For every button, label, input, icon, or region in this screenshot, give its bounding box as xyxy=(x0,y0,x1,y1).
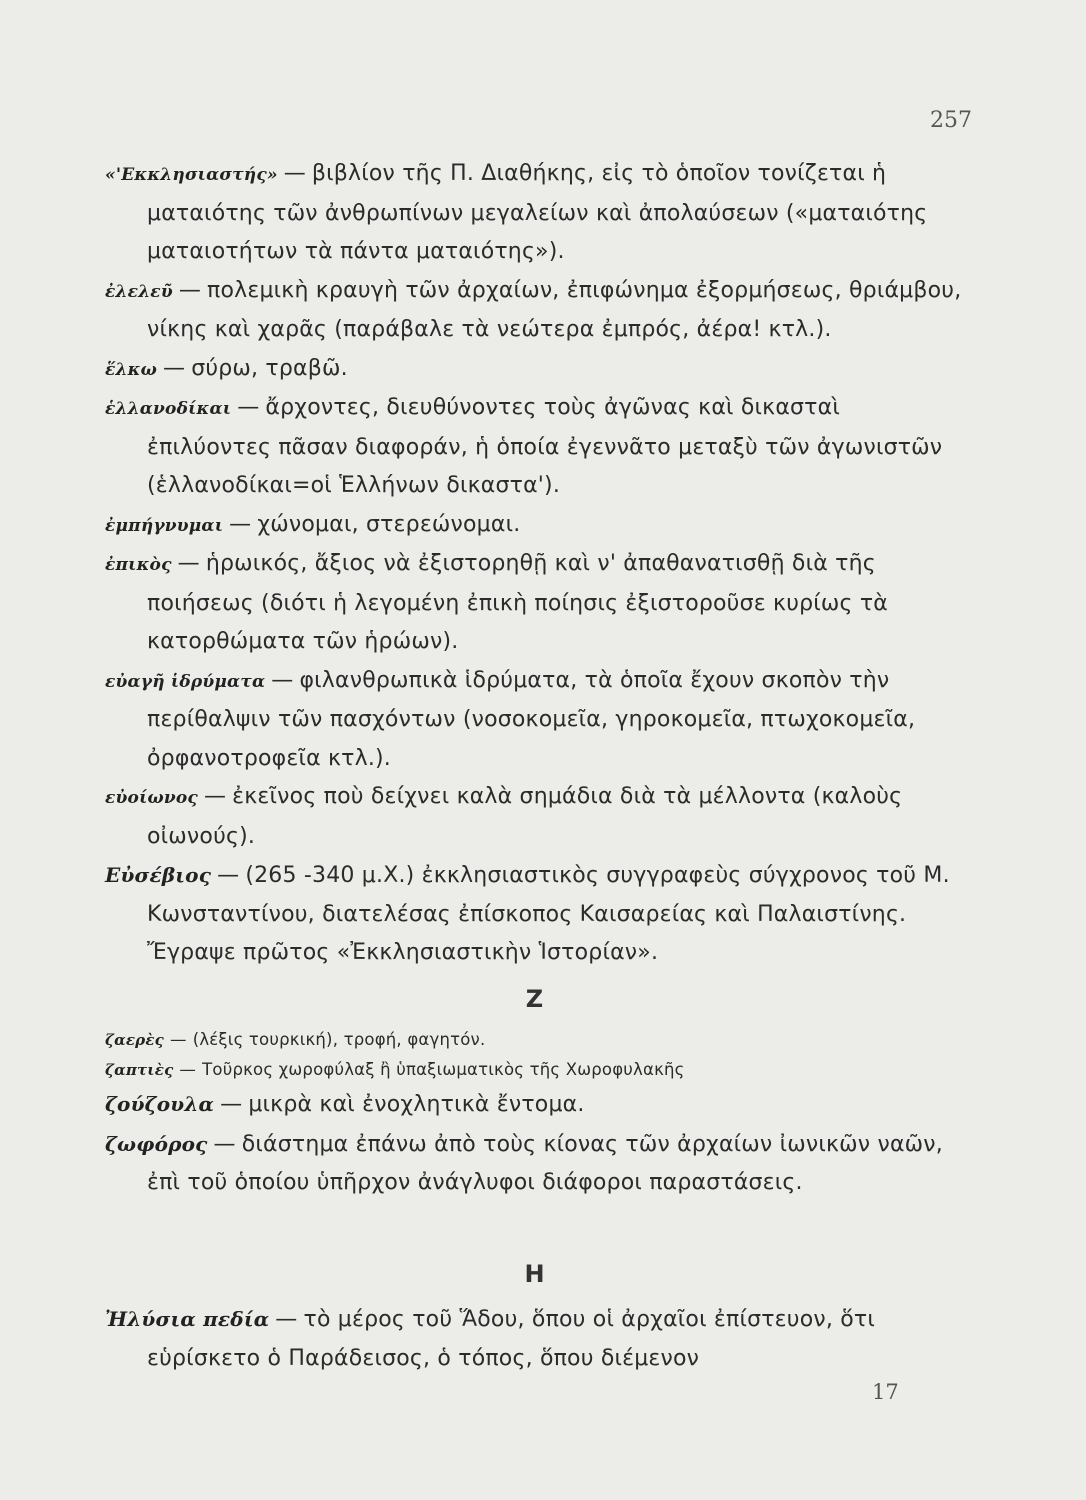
entry-definition: σύρω, τραβῶ. xyxy=(191,355,348,381)
entry-term: ζούζουλα xyxy=(105,1092,215,1116)
entry-definition: (λέξις τουρκική), τροφή, φαγητόν. xyxy=(192,1030,486,1049)
entry-definition: πολεμικὴ κραυγὴ τῶν ἀρχαίων, ἐπιφώνημα ἐξορμήσεως, θριάμβου, νίκης καὶ χαρᾶς (παράβαλε τὰ νεώτερα ἐμπρός, ἀέρα! κτλ.). xyxy=(147,277,962,342)
entry-definition: (265 -340 μ.Χ.) ἐκκλησιαστικὸς συγγραφεὺς σύγχρονος τοῦ Μ. Κωνσταντίνου, διατελέσας ἐπίσκοπος Καισαρείας καὶ Παλαιστίνης. Ἔγραψε πρῶτος «Ἐκκλησιαστικὴν Ἱστορίαν». xyxy=(147,863,950,965)
glossary-entry xyxy=(105,1085,965,1125)
entry-dash: — xyxy=(203,784,227,809)
entry-dash: — xyxy=(169,1030,187,1049)
entry-definition: διάστημα ἐπάνω ἀπὸ τοὺς κίονας τῶν ἀρχαίων ἰωνικῶν ναῶν, ἐπὶ τοῦ ὁποίου ὑπῆρχον ἀνάγλυφοι διάφοροι παραστάσεις. xyxy=(147,1131,943,1195)
glossary-entry xyxy=(105,1025,965,1055)
entry-term: ἑλλανοδίκαι xyxy=(105,399,232,419)
entry-definition: χώνομαι, στερεώνομαι. xyxy=(257,511,521,537)
entry-dash: — xyxy=(275,1307,298,1332)
glossary-section-epsilon xyxy=(105,155,965,973)
section-letter-eta: H xyxy=(524,1260,546,1288)
entry-term: ζαερὲς xyxy=(105,1031,164,1049)
glossary-entry xyxy=(105,778,965,856)
entry-dash: — xyxy=(220,1092,243,1117)
entry-term: ἐμπήγνυμαι xyxy=(105,515,224,536)
entry-dash: — xyxy=(217,863,240,888)
entry-term: ζαπτιὲς xyxy=(105,1061,174,1079)
page-number: 257 xyxy=(930,108,972,133)
entry-dash: — xyxy=(271,667,294,693)
entry-definition: μικρὰ καὶ ἐνοχλητικὰ ἔντομα. xyxy=(248,1092,585,1117)
glossary-entry xyxy=(105,545,965,662)
entry-term: εὐαγῆ ἱδρύματα xyxy=(105,671,266,692)
glossary-entry xyxy=(105,506,965,546)
glossary-section-zeta xyxy=(105,1025,965,1203)
entry-dash: — xyxy=(229,511,252,537)
glossary-entry xyxy=(105,662,965,779)
entry-term: ζωφόρος xyxy=(105,1131,208,1156)
entry-dash: — xyxy=(179,1060,197,1079)
glossary-entry xyxy=(105,1125,965,1203)
glossary-entry xyxy=(105,856,965,973)
glossary-entry xyxy=(105,1055,965,1085)
entry-dash: — xyxy=(178,277,202,303)
entry-term: ἕλκω xyxy=(105,359,157,380)
entry-dash: — xyxy=(237,395,260,420)
glossary-entry xyxy=(105,155,965,272)
entry-dash: — xyxy=(177,551,200,576)
entry-term: Ἠλύσια πεδία xyxy=(105,1307,270,1331)
section-letter-zeta: Z xyxy=(525,985,545,1013)
entry-definition: ἡρωικός, ἄξιος νὰ ἐξιστορηθῇ καὶ ν' ἀπαθανατισθῇ διὰ τῆς ποιήσεως (διότι ἡ λεγομένη ἐπικὴ ποίησις ἐξιστοροῦσε κυρίως τὰ κατορθώματα τῶν ἡρώων). xyxy=(147,551,889,654)
glossary xyxy=(105,155,965,1371)
entry-definition: βιβλίον τῆς Π. Διαθήκης, εἰς τὸ ὁποῖον τονίζεται ἡ ματαιότης τῶν ἀνθρωπίνων μεγαλείων καὶ ἀπολαύσεων («ματαιότης ματαιοτήτων τὰ πάντα ματαιότης»). xyxy=(147,161,928,264)
entry-definition: ἄρχοντες, διευθύνοντες τοὺς ἀγῶνας καὶ δικασταὶ ἐπιλύοντες πᾶσαν διαφοράν, ἡ ὁποία ἐγεννᾶτο μεταξὺ τῶν ἀγωνιστῶν (ἑλλανοδίκαι=οἱ Ἑλλήνων δικαστα'). xyxy=(147,395,943,498)
entry-term: ἐπικὸς xyxy=(105,555,172,575)
entry-definition: τὸ μέρος τοῦ Ἅδου, ὅπου οἱ ἀρχαῖοι ἐπίστευον, ὅτι εὑρίσκετο ὁ Παράδεισος, ὁ τόπος, ὅπου διέμενον xyxy=(147,1307,875,1371)
entry-term: «'Εκκλησιαστής» xyxy=(105,165,278,185)
entry-dash: — xyxy=(213,1131,236,1157)
entry-definition: φιλανθρωπικὰ ἱδρύματα, τὰ ὁποῖα ἔχουν σκοπὸν τὴν περίθαλψιν τῶν πασχόντων (νοσοκομεῖα, γηροκομεῖα, πτωχοκομεῖα, ὀρφανοτροφεῖα κτλ.). xyxy=(147,667,916,771)
glossary-section-eta xyxy=(105,1300,965,1378)
glossary-entry xyxy=(105,272,965,350)
entry-term: Εὐσέβιος xyxy=(105,863,212,887)
glossary-entry xyxy=(105,350,965,390)
entry-dash: — xyxy=(162,355,186,381)
entry-dash: — xyxy=(283,161,306,186)
glossary-entry xyxy=(105,389,965,506)
entry-term: εὐοίωνος xyxy=(105,788,198,808)
signature-number: 17 xyxy=(872,1380,899,1404)
glossary-entry xyxy=(105,1300,965,1378)
entry-term: ἐλελεῦ xyxy=(105,281,173,302)
entry-definition: ἐκεῖνος ποὺ δείχνει καλὰ σημάδια διὰ τὰ μέλλοντα (καλοὺς οἰωνούς). xyxy=(147,784,903,849)
entry-definition: Τοῦρκος χωροφύλαξ ἢ ὑπαξιωματικὸς τῆς Χωροφυλακῆς xyxy=(202,1060,685,1079)
